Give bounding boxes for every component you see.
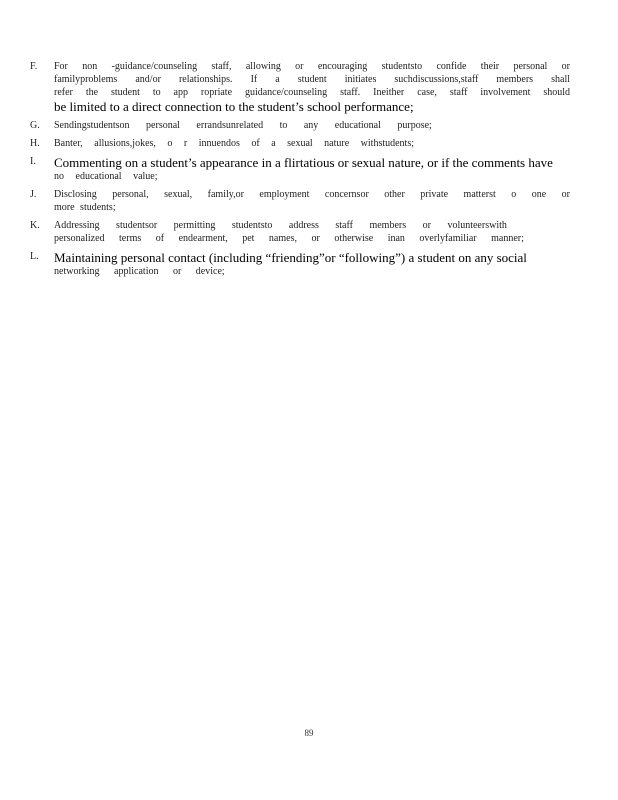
list-item-f (30, 60, 570, 114)
list-item-i (30, 155, 570, 183)
text-line: Maintaining personal contact (including “friending”or “following”) a student on any social (54, 250, 527, 265)
item-letter: K. (30, 220, 40, 231)
page-number: 89 (304, 728, 314, 738)
item-letter: I. (30, 156, 36, 167)
list-item-l (30, 250, 570, 278)
item-text (54, 60, 570, 114)
item-letter: F. (30, 61, 38, 72)
item-text (54, 219, 570, 245)
text-line: Banter, allusions,jokes, o r innuendos of a sexual nature withstudents; (54, 138, 414, 149)
text-line: familyproblems and/or relationships. If a student initiates suchdiscussions,staff members shall (54, 74, 570, 85)
list-item-g (30, 119, 570, 132)
text-line: refer the student to app ropriate guidance/counseling staff. Ineither case, staff involvement should (54, 87, 570, 98)
item-text (54, 155, 570, 183)
text-line: Addressing studentsor permitting studentsto address staff members or volunteerswith (54, 220, 507, 231)
item-letter: G. (30, 120, 40, 131)
item-letter: H. (30, 138, 40, 149)
text-line: be limited to a direct connection to the student’s school performance; (54, 99, 414, 114)
item-text (54, 137, 570, 150)
list-item-j (30, 188, 570, 214)
text-line: Sendingstudentson personal errandsunrelated to any educational purpose; (54, 120, 432, 131)
conduct-list (30, 60, 570, 283)
item-text (54, 188, 570, 214)
list-item-k (30, 219, 570, 245)
list-item-h (30, 137, 570, 150)
item-letter: L. (30, 251, 39, 262)
text-line: For non -guidance/counseling staff, allowing or encouraging studentsto confide their personal or (54, 61, 570, 72)
item-letter: J. (30, 189, 37, 200)
item-text (54, 119, 570, 132)
text-line: more students; (54, 202, 116, 213)
text-line: personalized terms of endearment, pet names, or otherwise inan overlyfamiliar manner; (54, 233, 524, 244)
text-line: no educational value; (54, 171, 158, 182)
item-text (54, 250, 570, 278)
text-line: networking application or device; (54, 266, 225, 277)
text-line: Disclosing personal, sexual, family,or employment concernsor other private matterst o one or (54, 189, 570, 200)
text-line: Commenting on a student’s appearance in a flirtatious or sexual nature, or if the comments have (54, 155, 553, 170)
